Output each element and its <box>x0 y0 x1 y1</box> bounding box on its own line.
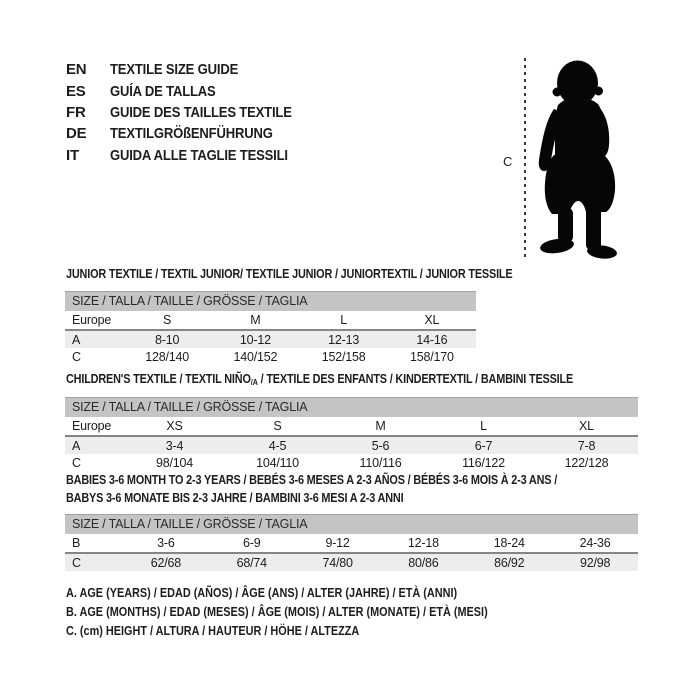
table-cell: 10-12 <box>239 332 271 347</box>
table-cell: 158/170 <box>409 349 454 364</box>
table-cell: 24-36 <box>579 536 611 550</box>
table-cell: S <box>273 419 282 433</box>
table-cell: Europe <box>72 313 112 327</box>
table-cell: 104/110 <box>256 455 299 470</box>
language-code: FR <box>66 103 86 121</box>
measure-label-c: C <box>503 154 513 169</box>
table-cell: XL <box>579 419 594 433</box>
note-a <box>66 584 551 603</box>
language-label: TEXTILE SIZE GUIDE <box>110 61 239 79</box>
children-table-title-text <box>66 372 573 387</box>
table-cell: 122/128 <box>564 455 609 470</box>
table-cell: 86/92 <box>494 555 525 570</box>
table-cell: M <box>250 313 261 327</box>
table-cell: Europe <box>72 419 112 433</box>
language-label: GUÍA DE TALLAS <box>110 82 216 100</box>
table-cell: A <box>72 438 81 453</box>
babies-table-title-line2 <box>66 491 454 505</box>
table-cell: XL <box>424 313 440 327</box>
table-cell: 6-7 <box>474 438 493 453</box>
language-code: IT <box>66 146 79 164</box>
note-c-text: C. (cm) HEIGHT / ALTURA / HAUTEUR / HÖHE / ALTEZZA <box>66 624 360 638</box>
language-list <box>66 59 319 166</box>
table-header-text: SIZE / TALLA / TAILLE / GRÖSSE / TAGLIA <box>72 294 308 308</box>
table-cell: 8-10 <box>155 332 180 347</box>
table-cell: 3-6 <box>157 536 175 550</box>
table-cell: L <box>480 419 487 433</box>
note-b-text: B. AGE (MONTHS) / EDAD (MESES) / ÂGE (MOIS) / ALTER (MONATE) / ETÀ (MESI) <box>66 605 488 619</box>
table-header <box>65 291 476 311</box>
children-table-title <box>66 372 649 387</box>
table-row-height <box>65 554 638 571</box>
table-cell: A <box>72 332 81 347</box>
title-main: CHILDREN'S TEXTILE / TEXTIL NIÑO <box>66 372 251 386</box>
language-row-it <box>66 145 319 166</box>
junior-size-table <box>65 291 476 365</box>
table-cell: 74/80 <box>322 555 353 570</box>
table-cell: B <box>72 536 81 550</box>
table-row-age <box>65 331 476 348</box>
table-cell: 4-5 <box>268 438 287 453</box>
table-cell: 62/68 <box>150 555 182 570</box>
table-cell: 92/98 <box>579 555 611 570</box>
table-cell: 3-4 <box>165 438 184 453</box>
title-rest: / TEXTILE DES ENFANTS / KINDERTEXTIL / BAMBINI TESSILE <box>257 372 574 386</box>
table-cell: C <box>72 555 81 570</box>
table-cell: 12-18 <box>407 536 439 550</box>
table-cell: 80/86 <box>408 555 439 570</box>
note-a-text: A. AGE (YEARS) / EDAD (AÑOS) / ÂGE (ANS) / ALTER (JAHRE) / ETÀ (ANNI) <box>66 586 458 600</box>
babies-size-table <box>65 514 638 571</box>
language-label: GUIDE DES TAILLES TEXTILE <box>110 103 292 121</box>
children-size-table <box>65 397 638 471</box>
language-code: DE <box>66 125 87 143</box>
table-cell: L <box>340 313 347 327</box>
table-cell: 14-16 <box>416 332 448 347</box>
babies-table-title-line1 <box>66 473 630 487</box>
table-cell: 152/158 <box>321 349 366 364</box>
table-row-europe <box>65 417 638 437</box>
language-code: ES <box>66 82 86 100</box>
table-cell: 6-9 <box>243 536 261 550</box>
babies-table-title-text2: BABYS 3-6 MONATE BIS 2-3 JAHRE / BAMBINI 3-6 MESI A 2-3 ANNI <box>66 491 404 505</box>
note-b <box>66 603 551 622</box>
language-row-en <box>66 59 319 80</box>
table-cell: C <box>72 349 81 364</box>
table-row-age <box>65 437 638 454</box>
table-cell: XS <box>166 419 183 433</box>
table-cell: 12-13 <box>328 332 360 347</box>
table-cell: 140/152 <box>233 349 278 364</box>
table-cell: 110/116 <box>359 455 402 470</box>
baby-silhouette-image <box>520 50 640 265</box>
table-cell: 68/74 <box>236 555 267 570</box>
table-header-text: SIZE / TALLA / TAILLE / GRÖSSE / TAGLIA <box>72 400 308 414</box>
table-row-height <box>65 454 638 471</box>
table-header-text: SIZE / TALLA / TAILLE / GRÖSSE / TAGLIA <box>72 517 308 531</box>
note-c <box>66 622 551 641</box>
table-cell: M <box>375 419 386 433</box>
table-cell: 116/122 <box>462 455 505 470</box>
table-row-height <box>65 348 476 365</box>
language-row-fr <box>66 102 319 123</box>
table-cell: 9-12 <box>325 536 350 550</box>
table-cell: 5-6 <box>371 438 390 453</box>
language-label: GUIDA ALLE TAGLIE TESSILI <box>110 146 288 164</box>
table-cell: 98/104 <box>155 455 194 470</box>
table-cell: 128/140 <box>145 349 190 364</box>
language-code: EN <box>66 61 87 79</box>
table-cell: 7-8 <box>577 438 596 453</box>
table-row-age-months <box>65 534 638 554</box>
language-row-de <box>66 123 319 144</box>
table-row-europe <box>65 311 476 331</box>
language-label: TEXTILGRÖßENFÜHRUNG <box>110 125 273 143</box>
junior-table-title <box>66 267 579 281</box>
table-header <box>65 514 638 534</box>
title-subscript: /A <box>250 377 258 387</box>
table-header <box>65 397 638 417</box>
legend-notes <box>66 584 551 641</box>
junior-table-title-text: JUNIOR TEXTILE / TEXTIL JUNIOR/ TEXTILE JUNIOR / JUNIORTEXTIL / JUNIOR TESSILE <box>66 267 513 281</box>
table-cell: 18-24 <box>493 536 525 550</box>
table-cell: S <box>163 313 172 327</box>
babies-table-title-text1: BABIES 3-6 MONTH TO 2-3 YEARS / BEBÉS 3-6 MESES A 2-3 AÑOS / BÉBÉS 3-6 MOIS À 2-3 ANS / <box>66 473 558 487</box>
table-cell: C <box>72 455 81 470</box>
language-row-es <box>66 80 319 101</box>
